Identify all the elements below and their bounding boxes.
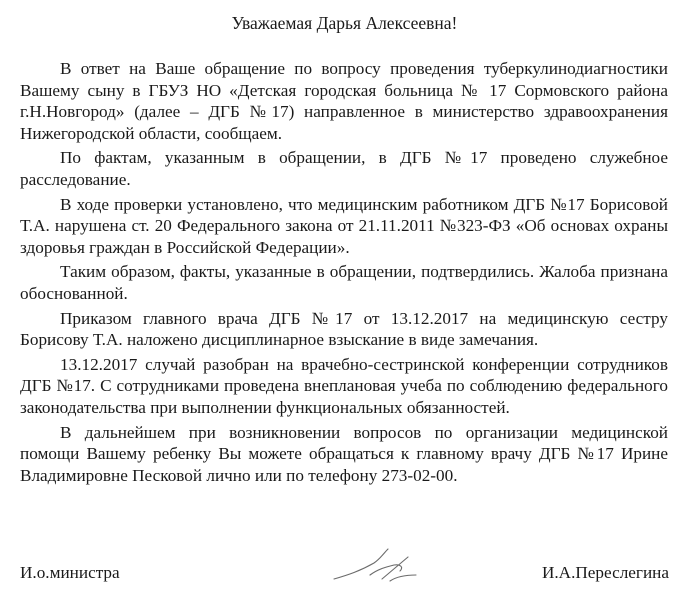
paragraph-investigation: По фактам, указанным в обращении, в ДГБ №17 проведено служебное расследование. (20, 148, 668, 189)
letter-body (20, 58, 668, 489)
paragraph-inquiry: В ответ на Ваше обращение по вопросу проведения туберкулинодиагностики Вашему сыну в ГБУЗ НО «Детская городская больница № 17 Сормовского района г.Н.Новгород» (далее – ДГБ №17) направленное в министерство здравоохранения Нижегородской области, сообщаем. (20, 59, 668, 143)
signatory-position: И.о.министра (20, 563, 120, 582)
paragraph-conclusion: Таким образом, факты, указанные в обращении, подтвердились. Жалоба признана обоснованной. (20, 262, 668, 303)
paragraph-findings: В ходе проверки установлено, что медицинским работником ДГБ №17 Борисовой Т.А. нарушена ст. 20 Федерального закона от 21.11.2011 №323-ФЗ «Об основах охраны здоровья граждан в Российской Федерации». (20, 194, 668, 257)
signatory-name: И.А.Переслегина (541, 563, 669, 582)
paragraph-conference: 13.12.2017 случай разобран на врачебно-сестринской конференции сотрудников ДГБ №17. С сотрудниками проведена внеплановая учеба по соблюдению федерального законодательства при выполнении функциональных обязанностей. (20, 354, 668, 417)
signature-block (0, 560, 689, 590)
salutation: Уважаемая Дарья Алексеевна! (231, 13, 458, 33)
paragraph-contact: В дальнейшем при возникновении вопросов по организации медицинской помощи Вашему ребенку Вы можете обращаться к главному врачу ДГБ №17 Ирине Владимировне Песковой лично или по телефону 273-02-00. (20, 422, 668, 485)
paragraph-order: Приказом главного врача ДГБ №17 от 13.12.2017 на медицинскую сестру Борисову Т.А. наложено дисциплинарное взыскание в виде замечания. (20, 308, 668, 350)
